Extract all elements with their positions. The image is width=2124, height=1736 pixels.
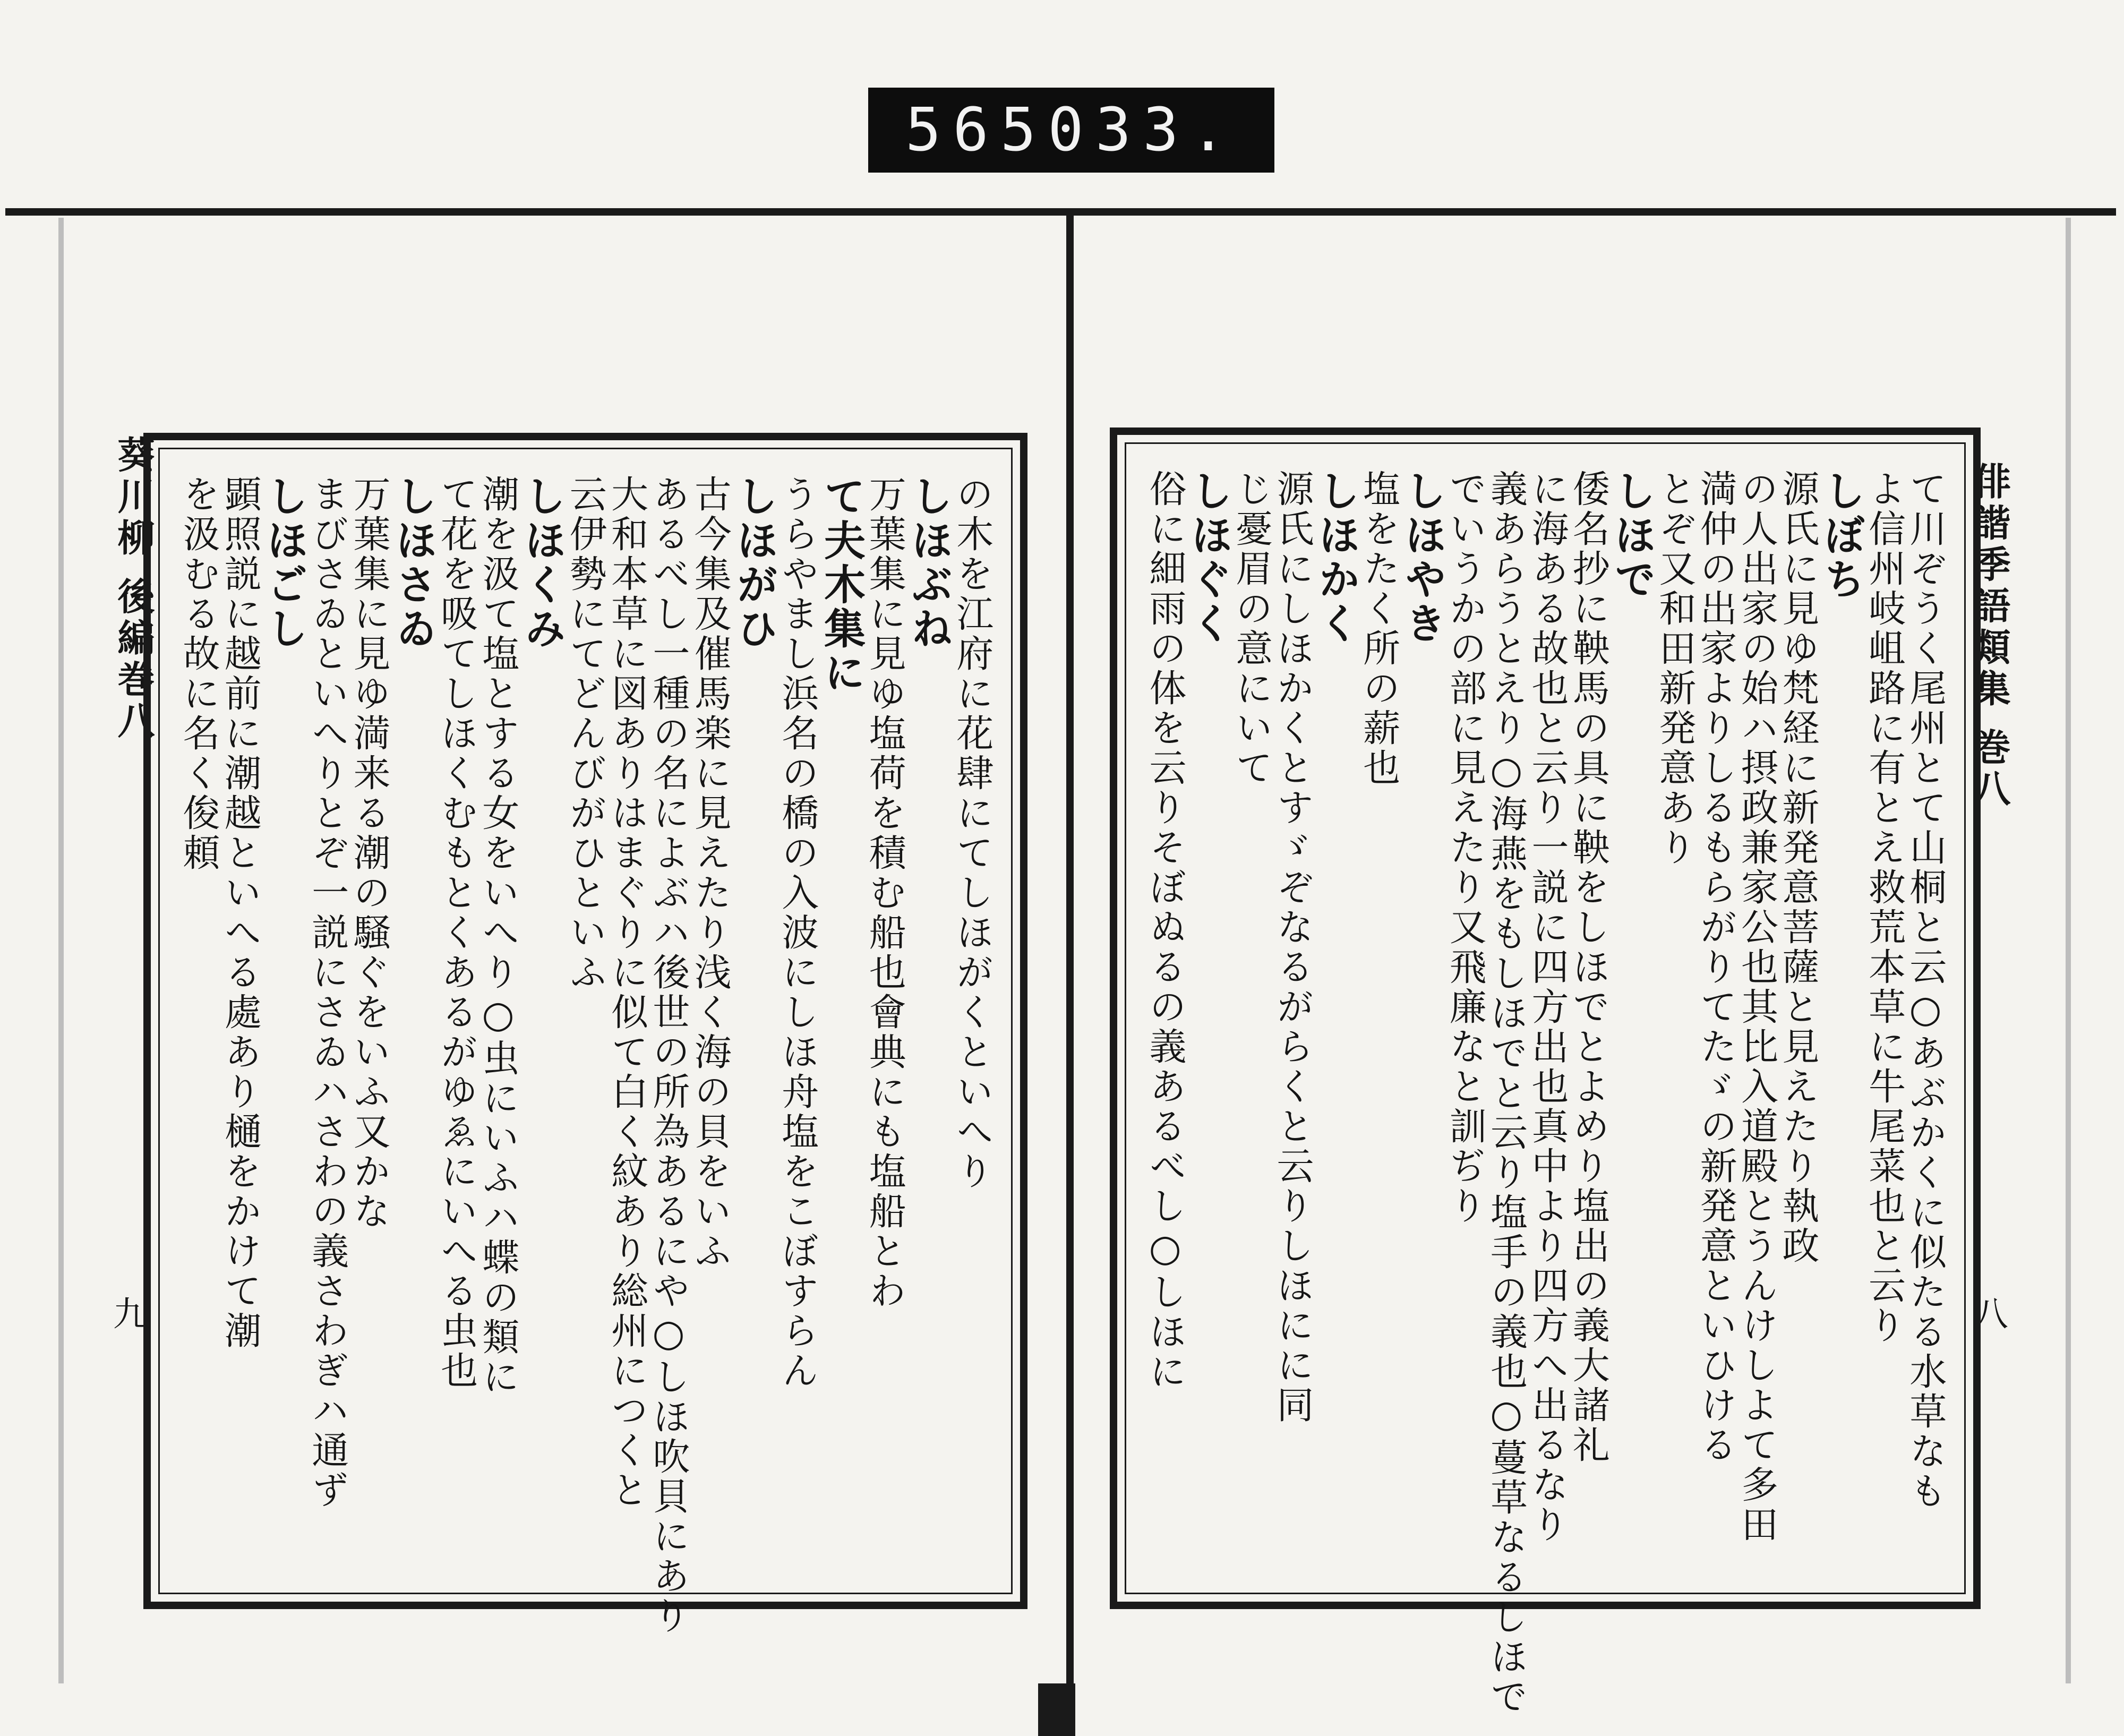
- text-column: て夫木集に: [817, 475, 866, 695]
- text-column: しほごし: [260, 475, 309, 651]
- text-column: の人出家の始ハ摂政兼家公也其比入道殿とうんけしよて多田: [1735, 469, 1779, 1545]
- text-column: 潮を汲て塩とする女をいへり○虫にいふハ蝶の類に: [476, 475, 520, 1397]
- text-column: 義あらうとえり○海燕をもしほでと云り塩手の義也○蔓草なるしほで: [1484, 469, 1528, 1717]
- text-column: うらやまし浜名の橋の入波にしほ舟塩をこぼすらん: [775, 475, 819, 1391]
- text-column: の木を江府に花肆にてしほがくといへり: [950, 475, 994, 1192]
- text-column: しほかく: [1312, 469, 1360, 646]
- text-column: しほぐく: [1184, 469, 1233, 646]
- text-column: まびさゐといへりとぞ一説にさゐハさわの義さわぎハ通ず: [305, 475, 349, 1510]
- text-column: しほがひ: [730, 475, 778, 651]
- text-column: を汲むる故に名く俊頼: [177, 475, 220, 873]
- microfilm-frame-number: [868, 88, 1274, 173]
- text-column: じ憂眉の意にいて: [1229, 469, 1273, 788]
- text-column: しほさゐ: [389, 475, 438, 651]
- text-column: て川ぞうく尾州とて山桐と云○あぶかくに似たる水草なも: [1903, 469, 1947, 1511]
- text-column: 大和本草に図ありはまぐりに似て白く紋あり総州につくと: [605, 475, 649, 1510]
- text-column: 倭名抄に鞅馬の具に鞅をしほでとよめり塩出の義大諸礼: [1566, 469, 1611, 1465]
- text-column: 満仲の出家よりしるもらがりてたゞの新発意といひける: [1694, 469, 1738, 1465]
- left-page-text-frame: [143, 433, 1027, 1636]
- text-column: しほやき: [1398, 469, 1446, 646]
- right-page-number: 八: [1968, 1296, 2008, 1330]
- text-column: 塩をたく所の薪也: [1357, 469, 1401, 788]
- right-spine-title: 俳諧季語類集 巻八: [1967, 462, 2011, 811]
- text-column: 俗に細雨の体を云りそぼぬるの義あるべし○しほに: [1143, 469, 1187, 1392]
- text-column: しほくみ: [518, 475, 567, 651]
- text-column: 万葉集に見ゆ満来る潮の騒ぐをいふ又かな: [347, 475, 391, 1232]
- center-gutter: [1066, 208, 1074, 1700]
- top-rule: [5, 208, 2116, 216]
- text-column: とぞ又和田新発意あり: [1652, 469, 1697, 868]
- left-spine-title: 葵川柳 後編巻八: [112, 435, 156, 743]
- text-column: よ信州岐岨路に有とえ救荒本草に牛尾菜也と云り: [1862, 469, 1906, 1346]
- reel-number: 565: [905, 96, 1048, 165]
- text-column: しほぶね: [904, 475, 953, 651]
- frame-number: 033.: [1048, 96, 1238, 165]
- gutter-tab: [1038, 1683, 1075, 1736]
- text-column: 源氏に見ゆ梵経に新発意菩薩と見えたり執政: [1776, 469, 1820, 1266]
- left-page-edge: [58, 218, 64, 1683]
- text-column: しほで: [1607, 469, 1656, 602]
- left-page-columns: [177, 475, 994, 1636]
- text-column: て花を吸てしほくむもとくあるがゆゑにいへる虫也: [434, 475, 478, 1391]
- right-page-edge: [2066, 218, 2071, 1683]
- right-page-text-frame: [1110, 427, 1981, 1717]
- text-column: 古今集及催馬楽に見えたり浅く海の貝をいふ: [688, 475, 732, 1271]
- text-column: 源氏にしほかくとすゞぞなるがらくと云りしほにに同: [1270, 469, 1314, 1425]
- text-column: でいうかの部に見えたり又飛廉なと訓ぢり: [1443, 469, 1487, 1226]
- text-column: あるべし一種の名によぶハ後世の所為あるにや○しほ吹貝にあり: [646, 475, 690, 1636]
- text-column: しぼち: [1817, 469, 1866, 602]
- right-page-columns: [1143, 469, 1947, 1717]
- text-column: に海ある故也と云り一説に四方出也真中より四方へ出るなり: [1525, 469, 1569, 1545]
- text-column: 云伊勢にてどんびがひといふ: [563, 475, 607, 993]
- text-column: 顕照説に越前に潮越といへる處あり樋をかけて潮: [218, 475, 262, 1351]
- left-page-number: 九: [107, 1296, 147, 1330]
- text-column: 万葉集に見ゆ塩荷を積む船也會典にも塩船とわ: [863, 475, 907, 1311]
